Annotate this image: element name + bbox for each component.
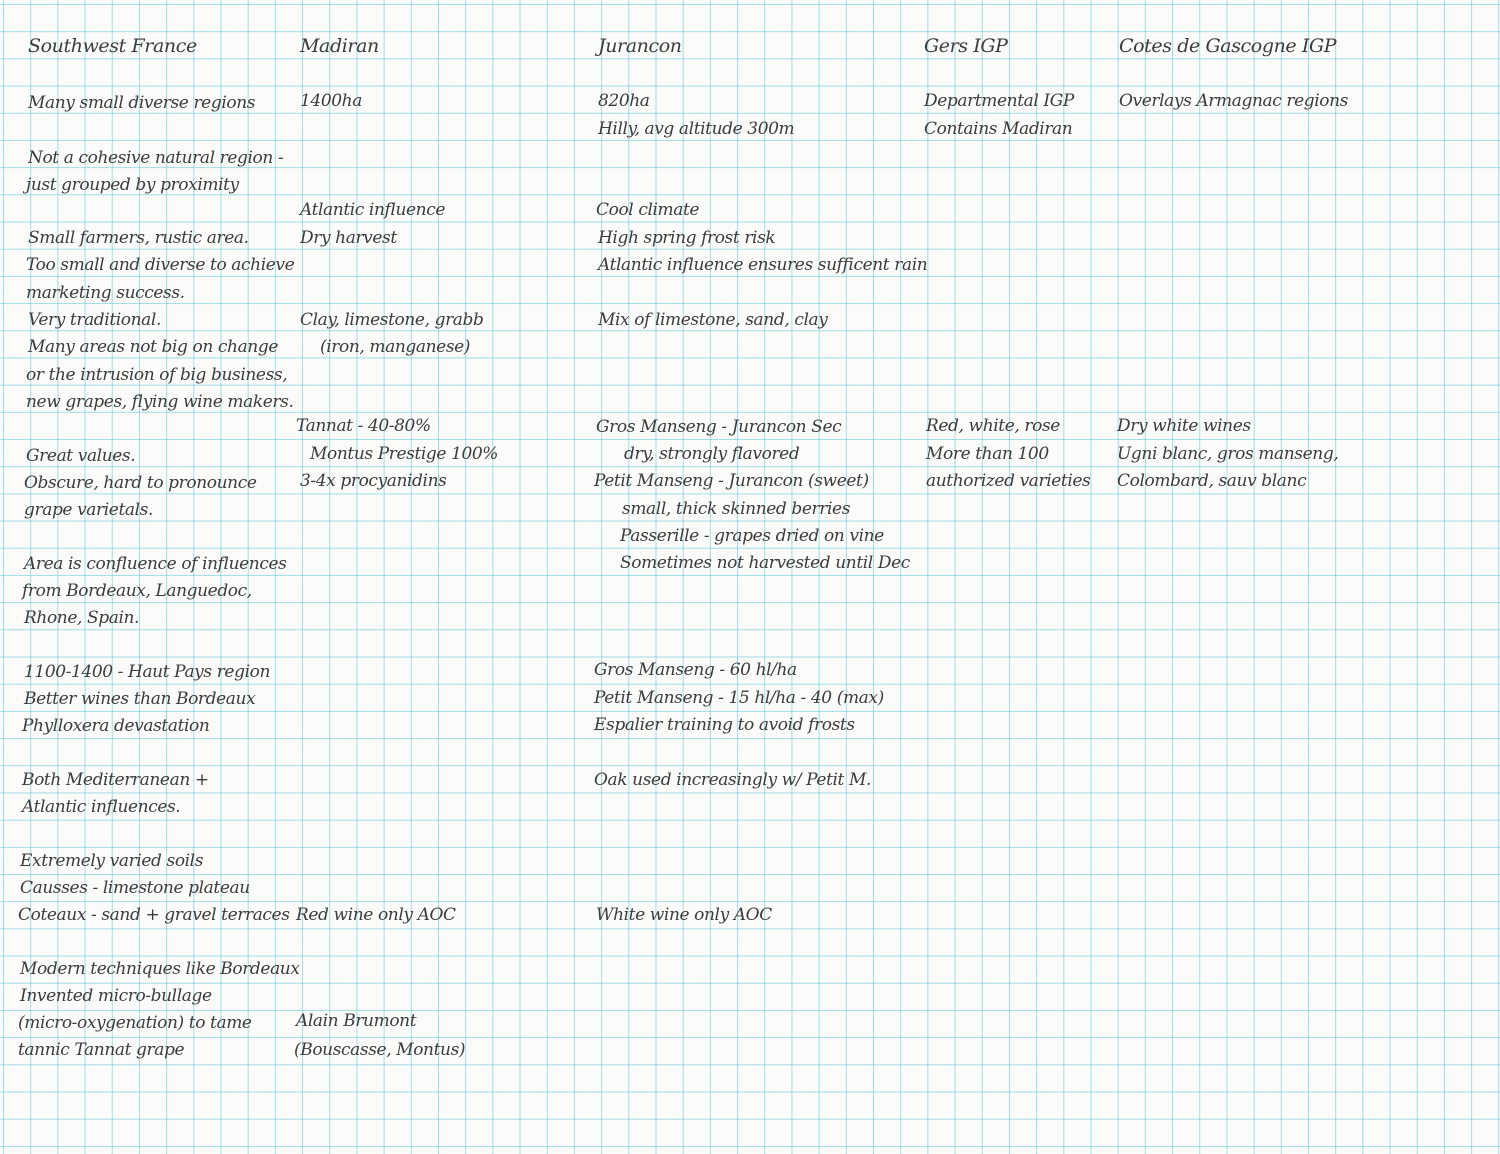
note-line: Better wines than Bordeaux	[24, 689, 256, 709]
column-southwest-france	[0, 0, 300, 1154]
note-line: Obscure, hard to pronounce	[24, 473, 257, 493]
note-line: Red wine only AOC	[296, 905, 456, 925]
note-line: from Bordeaux, Languedoc,	[22, 581, 252, 601]
column-jurancon	[580, 0, 928, 1154]
note-line: Atlantic influence ensures sufficent rain	[598, 255, 928, 275]
note-line: Invented micro-bullage	[20, 986, 212, 1006]
note-line: Great values.	[26, 446, 136, 466]
note-line: Contains Madiran	[924, 119, 1073, 139]
note-line: Dry white wines	[1117, 416, 1251, 436]
note-line: Mix of limestone, sand, clay	[598, 310, 828, 330]
note-line: Rhone, Spain.	[24, 608, 140, 628]
note-line: Overlays Armagnac regions	[1119, 91, 1348, 111]
column-gers-igp	[920, 0, 1115, 1154]
note-line: Extremely varied soils	[20, 851, 204, 871]
note-line: Both Mediterranean +	[22, 770, 209, 790]
note-line: Sometimes not harvested until Dec	[620, 553, 910, 573]
note-line: More than 100	[926, 444, 1049, 464]
note-line: Red, white, rose	[926, 416, 1060, 436]
note-line: Dry harvest	[300, 228, 397, 248]
note-line: authorized varieties	[926, 471, 1091, 491]
note-line: Cool climate	[596, 200, 700, 220]
column-heading: Madiran	[300, 35, 379, 57]
note-line: or the intrusion of big business,	[26, 365, 288, 385]
note-line: Montus Prestige 100%	[310, 444, 499, 464]
column-heading: Gers IGP	[924, 35, 1008, 57]
note-line: (micro-oxygenation) to tame	[18, 1013, 252, 1033]
note-line: 820ha	[598, 91, 650, 111]
note-line: tannic Tannat grape	[18, 1040, 185, 1060]
note-line: White wine only AOC	[596, 905, 772, 925]
note-line: Small farmers, rustic area.	[28, 228, 249, 248]
column-madiran	[280, 0, 580, 1154]
note-line: just grouped by proximity	[26, 175, 239, 195]
note-line: Petit Manseng - 15 hl/ha - 40 (max)	[594, 688, 884, 708]
note-line: Alain Brumont	[296, 1011, 417, 1031]
note-line: Clay, limestone, grabb	[300, 310, 484, 330]
note-line: dry, strongly flavored	[624, 444, 800, 464]
column-heading: Cotes de Gascogne IGP	[1119, 35, 1337, 57]
note-line: (iron, manganese)	[320, 337, 471, 357]
note-line: Coteaux - sand + gravel terraces	[18, 905, 290, 925]
note-line: 3-4x procyanidins	[300, 471, 447, 491]
note-line: Departmental IGP	[924, 91, 1074, 111]
note-line: Not a cohesive natural region -	[28, 148, 284, 168]
note-line: Oak used increasingly w/ Petit M.	[594, 770, 871, 790]
note-line: 1100-1400 - Haut Pays region	[24, 662, 270, 682]
note-line: Espalier training to avoid frosts	[594, 715, 855, 735]
note-line: Very traditional.	[28, 310, 161, 330]
note-line: Colombard, sauv blanc	[1117, 471, 1307, 491]
column-cotes-de-gascogne-igp	[1115, 0, 1495, 1154]
note-line: new grapes, flying wine makers.	[26, 392, 294, 412]
note-line: Many small diverse regions	[28, 93, 256, 113]
note-line: Causses - limestone plateau	[20, 878, 250, 898]
note-line: Modern techniques like Bordeaux	[20, 959, 300, 979]
note-line: 1400ha	[300, 91, 362, 111]
note-line: Hilly, avg altitude 300m	[598, 119, 795, 139]
note-line: Ugni blanc, gros manseng,	[1117, 444, 1339, 464]
note-line: Atlantic influence	[300, 200, 445, 220]
note-line: (Bouscasse, Montus)	[294, 1040, 466, 1060]
note-line: High spring frost risk	[598, 228, 776, 248]
note-line: Petit Manseng - Jurancon (sweet)	[594, 471, 869, 491]
note-line: small, thick skinned berries	[622, 499, 851, 519]
note-line: Too small and diverse to achieve	[26, 255, 295, 275]
note-line: Atlantic influences.	[22, 797, 181, 817]
note-line: Phylloxera devastation	[22, 716, 210, 736]
column-heading: Southwest France	[28, 35, 197, 57]
column-heading: Jurancon	[598, 35, 682, 57]
note-line: Gros Manseng - 60 hl/ha	[594, 660, 797, 680]
note-line: Many areas not big on change	[28, 337, 278, 357]
note-line: Gros Manseng - Jurancon Sec	[596, 417, 842, 437]
note-line: Tannat - 40-80%	[296, 416, 431, 436]
note-line: marketing success.	[26, 283, 185, 303]
note-line: grape varietals.	[24, 500, 153, 520]
note-line: Area is confluence of influences	[24, 554, 287, 574]
note-line: Passerille - grapes dried on vine	[620, 526, 884, 546]
